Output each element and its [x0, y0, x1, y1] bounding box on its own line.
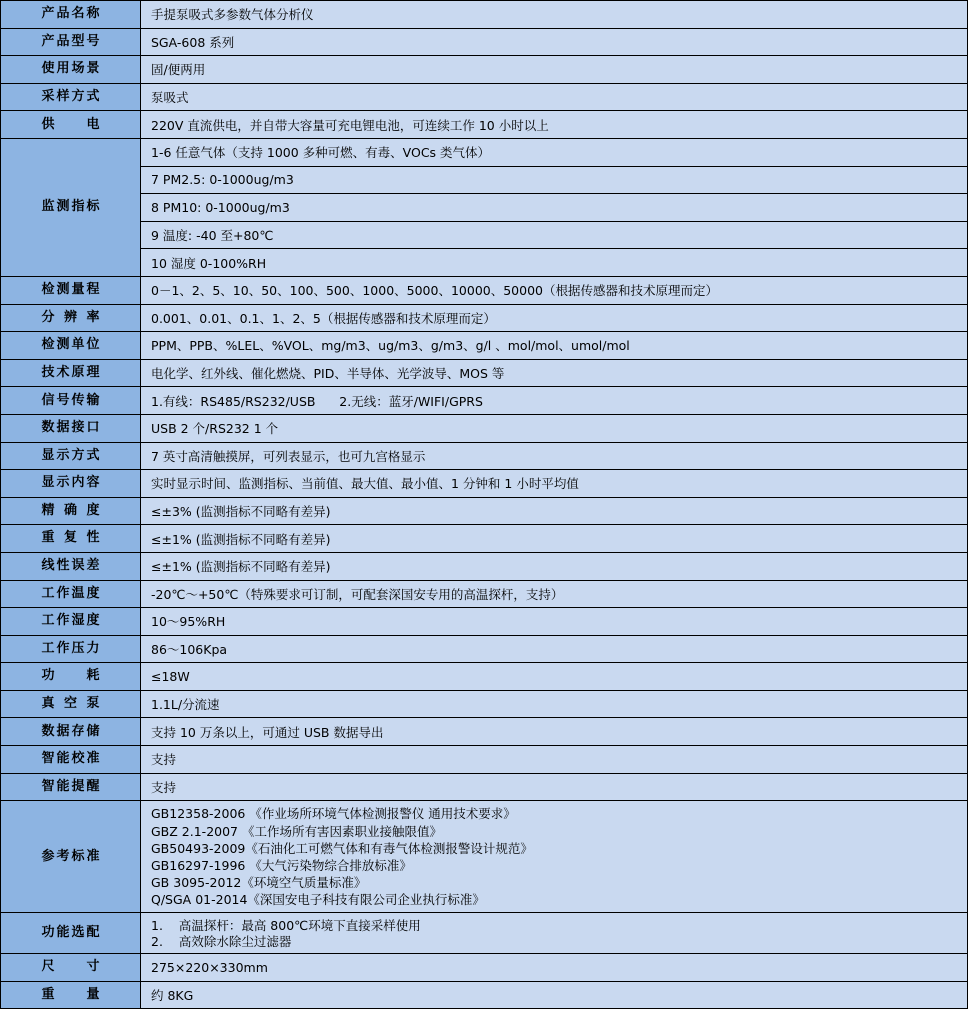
spec-row — [1, 29, 967, 57]
row-label-text: 数据接口 — [41, 420, 100, 436]
row-value-text: 1.1L/分流速 — [151, 697, 220, 713]
value-line: 2. 高效除水除尘过滤器 — [151, 933, 292, 949]
row-value — [141, 608, 967, 635]
row-label — [1, 332, 141, 359]
row-value-text: 支持 — [151, 779, 177, 795]
value-line: GB 3095-2012《环境空气质量标准》 — [151, 874, 367, 890]
row-label-text: 检测量程 — [41, 282, 100, 298]
row-value-text: 86～106Kpa — [151, 641, 228, 657]
row-value — [141, 305, 967, 332]
spec-row — [1, 581, 967, 609]
row-label-text: 功能选配 — [41, 925, 100, 941]
spec-row — [1, 111, 967, 139]
row-value — [141, 277, 967, 304]
row-label — [1, 360, 141, 387]
row-label — [1, 608, 141, 635]
subrow-text: 7 PM2.5: 0-1000ug/m3 — [151, 172, 294, 188]
value-line: 1. 高温探杆：最高 800℃环境下直接采样使用 — [151, 917, 421, 933]
row-label — [1, 913, 141, 953]
row-label-text: 工作湿度 — [41, 613, 100, 629]
row-value — [141, 1, 967, 28]
row-label — [1, 277, 141, 304]
monitor-subrow — [141, 167, 967, 195]
row-value — [141, 954, 967, 981]
row-label — [1, 718, 141, 745]
spec-row — [1, 56, 967, 84]
row-label-text: 分 辨 率 — [41, 309, 100, 325]
row-label — [1, 746, 141, 773]
subrow-text: 8 PM10: 0-1000ug/m3 — [151, 199, 290, 215]
multiline-value — [141, 913, 967, 953]
row-value-text: SGA-608 系列 — [151, 34, 235, 50]
row-label-text: 采样方式 — [41, 88, 100, 104]
row-label — [1, 29, 141, 56]
spec-row — [1, 305, 967, 333]
row-label — [1, 774, 141, 801]
row-label — [1, 982, 141, 1009]
row-label — [1, 470, 141, 497]
row-label-text: 监测指标 — [41, 199, 100, 215]
spec-row — [1, 470, 967, 498]
monitor-subcells — [141, 139, 967, 276]
row-label-text: 信号传输 — [41, 392, 100, 408]
row-label-text: 产品型号 — [41, 33, 100, 49]
row-value-text: 10～95%RH — [151, 614, 226, 630]
row-value — [141, 982, 967, 1009]
spec-row — [1, 608, 967, 636]
value-line: GB50493-2009《石油化工可燃气体和有毒气体检测报警设计规范》 — [151, 840, 533, 856]
row-label — [1, 581, 141, 608]
row-value — [141, 663, 967, 690]
row-value — [141, 525, 967, 552]
spec-row — [1, 636, 967, 664]
row-label-text: 线性误差 — [41, 558, 100, 574]
row-label-text: 重 复 性 — [41, 530, 100, 546]
row-value — [141, 443, 967, 470]
spec-row — [1, 718, 967, 746]
spec-row — [1, 691, 967, 719]
row-value — [141, 718, 967, 745]
spec-row — [1, 277, 967, 305]
row-label — [1, 691, 141, 718]
value-line: GB12358-2006 《作业场所环境气体检测报警仪 通用技术要求》 — [151, 806, 516, 822]
row-value-text: PPM、PPB、%LEL、%VOL、mg/m3、ug/m3、g/m3、g/l 、mol/mol、umol/mol — [151, 338, 630, 354]
row-value-text: 275×220×330mm — [151, 960, 268, 976]
row-label-text: 显示方式 — [41, 447, 100, 463]
spec-row — [1, 553, 967, 581]
row-label-text: 产品名称 — [41, 6, 100, 22]
row-value — [141, 387, 967, 414]
row-label — [1, 56, 141, 83]
row-value — [141, 636, 967, 663]
row-value — [141, 581, 967, 608]
row-label — [1, 387, 141, 414]
monitor-subrow — [141, 249, 967, 276]
row-label-text: 供 电 — [41, 116, 100, 132]
spec-row — [1, 387, 967, 415]
row-label — [1, 305, 141, 332]
spec-row — [1, 982, 967, 1010]
monitor-subrow — [141, 222, 967, 250]
row-value — [141, 553, 967, 580]
subrow-text: 10 湿度 0-100%RH — [151, 255, 267, 271]
row-value-text: ≤±1% (监测指标不同略有差异) — [151, 559, 331, 575]
spec-row — [1, 913, 967, 954]
monitor-subrow — [141, 194, 967, 222]
row-label-text: 功 耗 — [41, 668, 100, 684]
row-label-text: 技术原理 — [41, 364, 100, 380]
row-label-text: 智能提醒 — [41, 778, 100, 794]
row-label-text: 数据存储 — [41, 723, 100, 739]
row-label-text: 真 空 泵 — [41, 696, 100, 712]
row-value — [141, 415, 967, 442]
spec-row — [1, 774, 967, 802]
row-value — [141, 774, 967, 801]
row-value — [141, 84, 967, 111]
row-value-text: 泵吸式 — [151, 90, 189, 106]
spec-row — [1, 443, 967, 471]
row-label-text: 使用场景 — [41, 61, 100, 77]
row-label — [1, 415, 141, 442]
row-label — [1, 801, 141, 912]
row-value-text: -20℃～+50℃（特殊要求可订制，可配套深国安专用的高温探杆，支持） — [151, 586, 564, 602]
value-line: GBZ 2.1-2007 《工作场所有害因素职业接触限值》 — [151, 823, 442, 839]
row-value-text: 固/便两用 — [151, 62, 206, 78]
row-value — [141, 691, 967, 718]
row-label — [1, 84, 141, 111]
value-line: GB16297-1996 《大气污染物综合排放标准》 — [151, 857, 412, 873]
row-value-text: 电化学、红外线、催化燃烧、PID、半导体、光学波导、MOS 等 — [151, 366, 505, 382]
row-label-text: 工作压力 — [41, 640, 100, 656]
spec-row — [1, 84, 967, 112]
row-value-text: 0－1、2、5、10、50、100、500、1000、5000、10000、50000（根据传感器和技术原理而定） — [151, 283, 718, 299]
subrow-text: 1-6 任意气体（支持 1000 多种可燃、有毒、VOCs 类气体） — [151, 145, 491, 161]
value-line: Q/SGA 01-2014《深国安电子科技有限公司企业执行标准》 — [151, 892, 485, 908]
row-label — [1, 553, 141, 580]
spec-row — [1, 1, 967, 29]
row-value — [141, 332, 967, 359]
monitor-subrow — [141, 139, 967, 167]
row-value-text: ≤±1% (监测指标不同略有差异) — [151, 531, 331, 547]
row-label-text: 检测单位 — [41, 337, 100, 353]
row-value-text: 手提泵吸式多参数气体分析仪 — [151, 7, 314, 23]
row-label-text: 精 确 度 — [41, 502, 100, 518]
subrow-text: 9 温度: -40 至+80℃ — [151, 228, 274, 244]
row-value-text: 1.有线：RS485/RS232/USB 2.无线：蓝牙/WIFI/GPRS — [151, 393, 483, 409]
row-label — [1, 111, 141, 138]
row-value-text: 约 8KG — [151, 988, 194, 1004]
spec-row — [1, 525, 967, 553]
row-label-text: 显示内容 — [41, 475, 100, 491]
spec-row — [1, 332, 967, 360]
row-value — [141, 746, 967, 773]
row-value-text: 0.001、0.01、0.1、1、2、5（根据传感器和技术原理而定） — [151, 310, 496, 326]
row-label — [1, 443, 141, 470]
spec-row — [1, 663, 967, 691]
row-label — [1, 525, 141, 552]
row-value-text: ≤±3% (监测指标不同略有差异) — [151, 504, 331, 520]
row-value-text: 220V 直流供电，并自带大容量可充电锂电池，可连续工作 10 小时以上 — [151, 117, 549, 133]
row-value — [141, 56, 967, 83]
row-value — [141, 360, 967, 387]
row-label-text: 尺 寸 — [41, 959, 100, 975]
row-value-text: USB 2 个/RS232 1 个 — [151, 421, 279, 437]
spec-row — [1, 498, 967, 526]
row-label-text: 重 量 — [41, 987, 100, 1003]
row-label-text: 参考标准 — [41, 848, 100, 864]
row-label — [1, 954, 141, 981]
row-value-text: 支持 10 万条以上，可通过 USB 数据导出 — [151, 724, 384, 740]
spec-row — [1, 801, 967, 913]
row-value-text: 支持 — [151, 752, 177, 768]
row-label — [1, 663, 141, 690]
spec-row — [1, 954, 967, 982]
row-value — [141, 29, 967, 56]
row-value — [141, 111, 967, 138]
row-label-text: 智能校准 — [41, 751, 100, 767]
row-label — [1, 636, 141, 663]
row-label — [1, 139, 141, 276]
row-value-text: ≤18W — [151, 669, 190, 685]
multiline-value — [141, 801, 967, 912]
row-value-text: 7 英寸高清触摸屏，可列表显示，也可九宫格显示 — [151, 448, 426, 464]
row-value — [141, 470, 967, 497]
spec-row — [1, 360, 967, 388]
spec-row — [1, 746, 967, 774]
row-label — [1, 1, 141, 28]
spec-row — [1, 139, 967, 277]
row-label-text: 工作温度 — [41, 585, 100, 601]
row-value — [141, 498, 967, 525]
row-label — [1, 498, 141, 525]
spec-row — [1, 415, 967, 443]
row-value-text: 实时显示时间、监测指标、当前值、最大值、最小值、1 分钟和 1 小时平均值 — [151, 476, 579, 492]
